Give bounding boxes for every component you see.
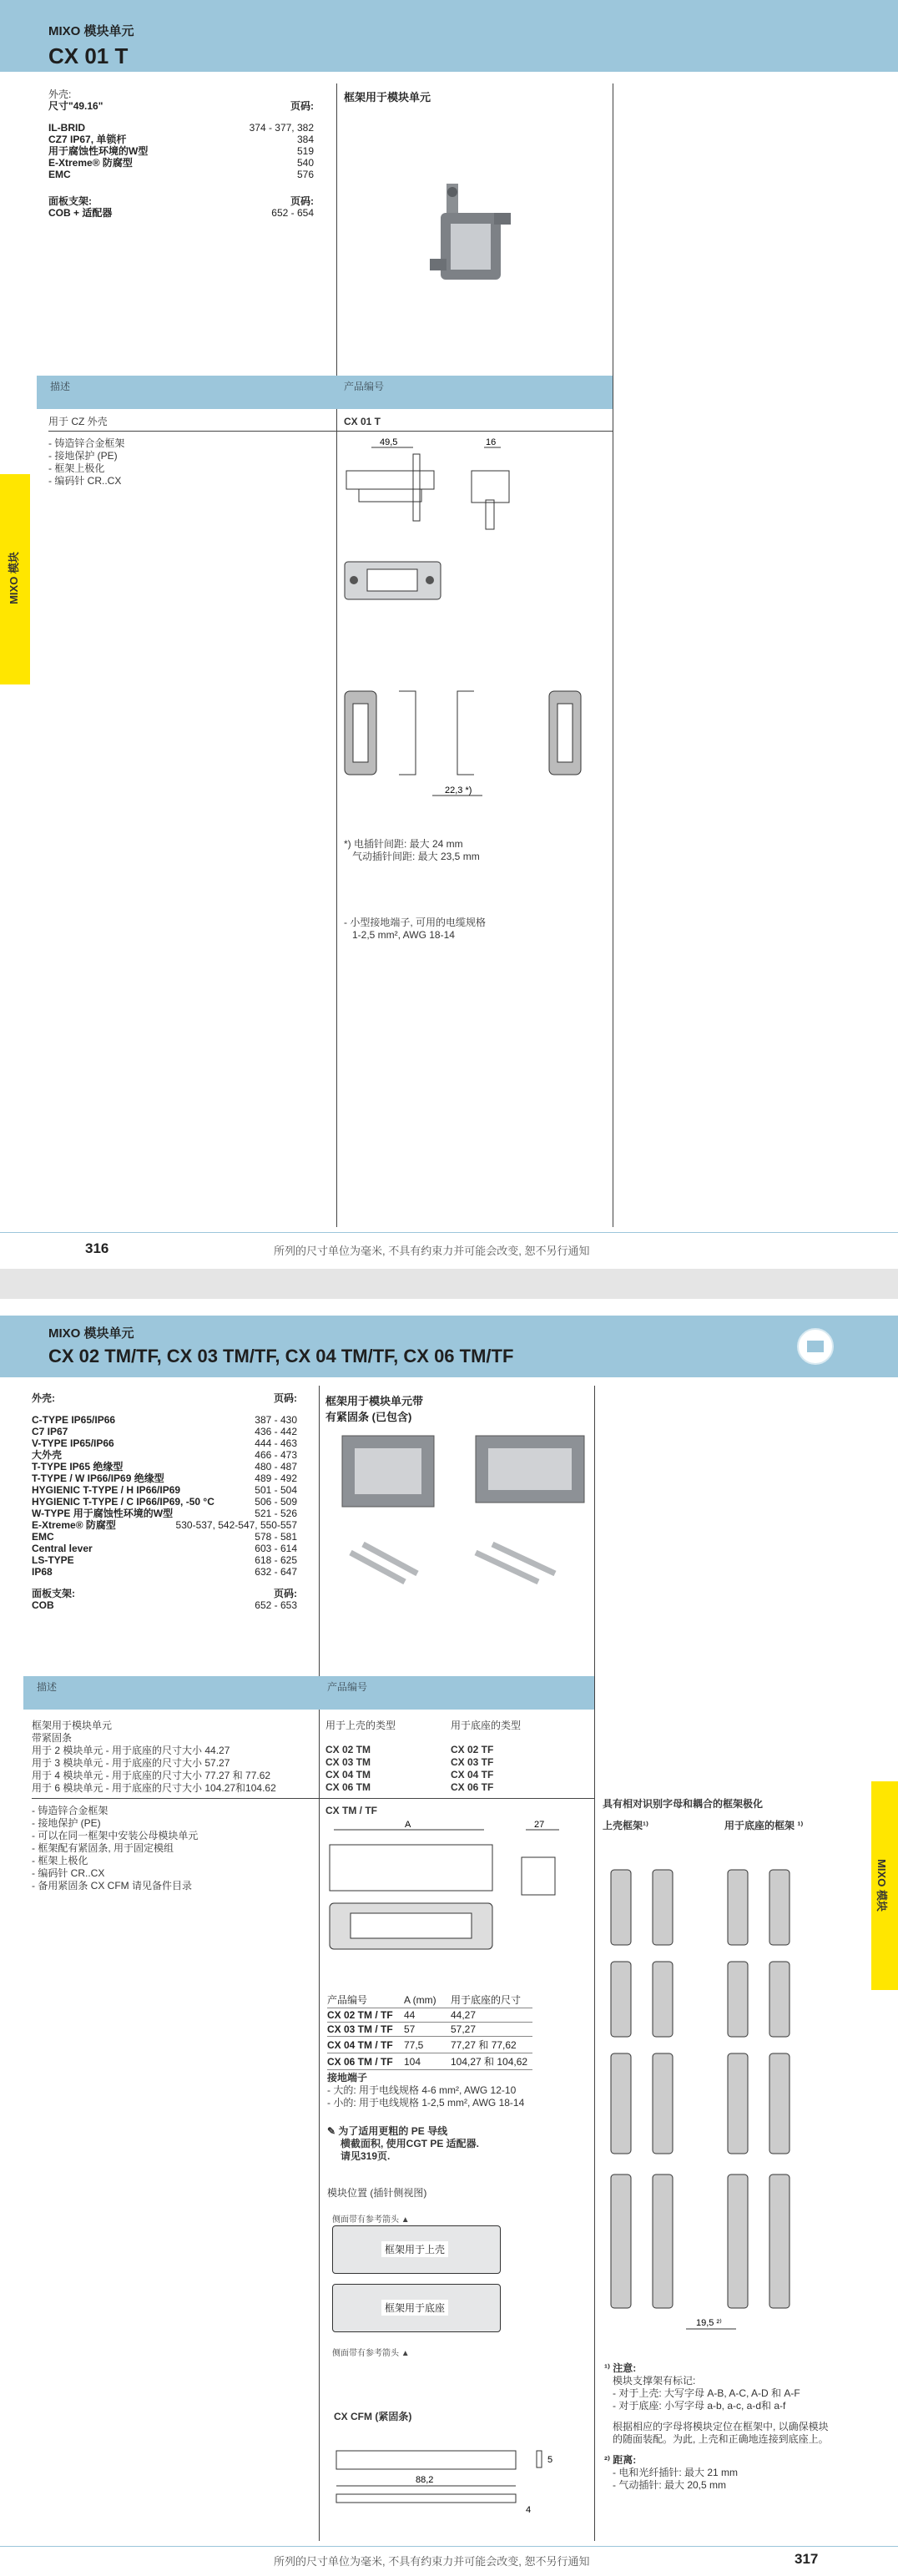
list-item-label: LS-TYPE [32,1554,74,1566]
list-item-pages: 603 - 614 [255,1543,297,1554]
page2-type-table [325,1720,568,1794]
table-cell: 44 [404,2008,451,2023]
list-item-pages: 384 [296,134,314,145]
bar-description: 描述 [37,1681,58,1693]
page1-note-pins [344,838,480,863]
table-cell: 77,5 [404,2037,451,2053]
frame-bottom-label: 框架用于底座 [381,2300,448,2316]
pos-note-bottom: 侧面带有参考箭头 ▲ [332,2349,410,2358]
panel-item-pages: 652 - 654 [271,207,314,219]
feature-item: - 接地保护 (PE) [48,450,118,462]
list-item [32,1461,297,1472]
type-row [325,1781,568,1794]
note2-line: - 电和光纤插针: 最大 21 mm [613,2467,739,2478]
pe-line: 请见319页. [341,2150,391,2162]
pe-line: 横截面积, 使用CGT PE 适配器. [341,2138,480,2149]
list-item-pages: 540 [296,157,314,169]
bar-part-number: 产品编号 [344,381,385,392]
list-item-label: IL-BRID [48,122,85,134]
polarization-grid [603,1836,853,2337]
table-row [327,2053,532,2070]
list-item-label: EMC [48,169,71,180]
type-bottom: CX 04 TF [451,1769,494,1780]
page1-table-header-bar [37,376,613,409]
page1-number: 316 [85,1240,109,1256]
housing-page-head: 页码: [274,1392,297,1404]
table-cell: CX 03 TM / TF [327,2023,404,2037]
page2-footer-rule [0,2546,898,2547]
note1-para: 的随面装配。为此, 上壳和正确地连接到底座上。 [613,2433,829,2445]
panel-head-label: 面板支架: [48,195,92,207]
list-item-pages: 444 - 463 [255,1437,297,1449]
list-item-label: E-Xtreme® 防腐型 [32,1519,116,1531]
list-item [32,1519,297,1531]
dim-a: A [405,1820,411,1830]
dim-16: 16 [486,437,497,447]
feature-item: - 备用紧固条 CX CFM 请见备件目录 [32,1880,192,1892]
list-item-label: 用于腐蚀性环境的W型 [48,145,149,157]
table-cell: 104,27 和 104,62 [451,2053,532,2070]
page1-header [0,0,898,72]
heading-line: 有紧固条 (已包含) [325,1411,412,1423]
side-tab-label: MIXO 模块 [875,1859,888,1912]
page2-frame-drawing [325,1820,593,1962]
list-item [32,1543,297,1554]
list-item [48,169,314,180]
page2-description [32,1720,276,1795]
page2-ground-terminals [327,2072,524,2109]
table-cell: CX 06 TM / TF [327,2053,404,2070]
feature-item: - 框架配有紧固条, 用于固定模组 [32,1842,174,1854]
table-header-row [327,1992,532,2008]
panel-item-label: COB + 适配器 [48,207,113,219]
table-cell: 57 [404,2023,451,2037]
page1-housing-list [48,88,314,219]
dim-22-3: 22,3 *) [445,785,472,796]
feature-item: - 编码针 CR..CX [32,1867,105,1879]
list-item-label: HYGIENIC T-TYPE / C IP66/IP69, -50 °C [32,1496,214,1508]
list-item [32,1472,297,1484]
table-head-cell: 产品编号 [327,1992,404,2008]
page2-pe-note [327,2125,479,2163]
page1-title: CX 01 T [48,43,129,68]
note2-head: ²⁾ 距离: [604,2454,637,2466]
module-position-title: 模块位置 (插针侧视图) [327,2187,427,2199]
frame-top-label: 框架用于上壳 [381,2241,448,2257]
col-bottom-label: 用于底座的类型 [451,1720,522,1731]
page2-header [0,1316,898,1377]
page1-polarization-drawing [341,683,608,808]
list-item-pages: 519 [296,145,314,157]
page2-side-tab [871,1781,898,1990]
note2-line: - 气动插针: 最大 20,5 mm [613,2479,727,2491]
list-item-label: W-TYPE 用于腐蚀性环境的W型 [32,1508,174,1519]
polar-bottom-label: 用于底座的框架 ¹⁾ [724,1820,804,1831]
table-row [327,2037,532,2053]
list-item [32,1496,297,1508]
list-item-label: T-TYPE IP65 绝缘型 [32,1461,124,1472]
feature-item: - 可以在同一框架中安装公母模块单元 [32,1830,199,1841]
size-line: 用于 6 模块单元 - 用于底座的尺寸大小 104.27和104.62 [32,1782,276,1794]
list-item [48,145,314,157]
feature-item: - 框架上极化 [32,1855,88,1866]
list-item-pages: 374 - 377, 382 [249,122,314,134]
table-cell: 57,27 [451,2023,532,2037]
list-item [48,157,314,169]
list-item [32,1554,297,1566]
list-item-pages: 387 - 430 [255,1414,297,1426]
type-top: CX 04 TM [325,1769,371,1780]
page2-table-header-bar [23,1676,594,1710]
page2-housing-list [32,1392,297,1611]
type-bottom: CX 03 TF [451,1756,494,1768]
housing-size-label: 尺寸"49.16" [48,100,103,112]
list-item-pages: 506 - 509 [255,1496,297,1508]
feature-item: - 铸造锌合金框架 [48,437,125,449]
list-item-pages: 530-537, 542-547, 550-557 [175,1519,297,1531]
bar-part-number: 产品编号 [327,1681,368,1693]
list-item-label: HYGIENIC T-TYPE / H IP66/IP69 [32,1484,181,1496]
list-item-pages: 576 [296,169,314,180]
note1-line: 模块支撑架有标记: [613,2375,696,2387]
panel-item-pages: 652 - 653 [255,1599,297,1611]
type-row [325,1744,568,1756]
list-item-label: V-TYPE IP65/IP66 [32,1437,114,1449]
page1-row-part: CX 01 T [344,416,381,427]
list-item-pages: 466 - 473 [255,1449,297,1461]
desc-line: 带紧固条 [32,1732,73,1744]
type-bottom: CX 06 TF [451,1781,494,1793]
list-item-label: EMC [32,1531,54,1543]
type-top: CX 06 TM [325,1781,371,1793]
page-break [0,1269,898,1299]
list-item-pages: 501 - 504 [255,1484,297,1496]
col-top-label: 用于上壳的类型 [325,1720,396,1731]
pe-line: 为了适用更粗的 PE 导线 [338,2125,448,2137]
heading-line: 框架用于模块单元带 [325,1395,424,1407]
dim-4: 4 [526,2505,532,2515]
frame-top-box [332,2225,501,2274]
page1-row-rule [48,431,613,432]
note-line: 气动插针间距: 最大 23,5 mm [352,851,480,862]
list-item [48,134,314,145]
page1-series-label: MIXO 模块单元 [48,24,134,38]
table-cell: CX 02 TM / TF [327,2008,404,2023]
list-item-pages: 632 - 647 [255,1566,297,1578]
list-item [32,1449,297,1461]
list-item [48,122,314,134]
cfm-label: CX CFM (紧固条) [334,2411,412,2422]
list-item-pages: 618 - 625 [255,1554,297,1566]
page2-divider-left [319,1386,320,2541]
bar-description: 描述 [50,381,71,392]
type-row [325,1769,568,1781]
page1-features [48,437,124,487]
list-item-label: T-TYPE / W IP66/IP69 绝缘型 [32,1472,164,1484]
desc-line: 框架用于模块单元 [32,1720,113,1731]
table-row [327,2023,532,2037]
housing-page-head: 页码: [290,100,314,112]
list-item-label: Central lever [32,1543,93,1554]
dim-88-2: 88,2 [416,2475,434,2485]
page1-top-drawing [342,558,451,608]
list-item [32,1484,297,1496]
page2-series-label: MIXO 模块单元 [48,1326,134,1341]
table-head-cell: 用于底座的尺寸 [451,1992,532,2008]
ground-line: - 小的: 用于电线规格 1-2,5 mm², AWG 18-14 [327,2097,525,2109]
page1-footer-rule [0,1232,898,1233]
list-item-pages: 489 - 492 [255,1472,297,1484]
page1-note-ground [344,917,486,942]
cfm-drawing [332,2426,574,2518]
feature-item: - 铸造锌合金框架 [32,1805,108,1816]
list-item-label: IP68 [32,1566,53,1578]
page1-side-drawing [342,437,551,538]
list-item [32,1531,297,1543]
page2-divider-mid [594,1386,595,2541]
type-top: CX 02 TM [325,1744,371,1755]
housing-head-label: 外壳: [48,88,72,100]
page1-side-tab [0,474,30,684]
panel-item-label: COB [32,1599,54,1611]
list-item-label: CZ7 IP67, 单锁杆 [48,134,127,145]
pen-note-icon: ✎ [327,2125,339,2137]
note1-head: ¹⁾ 注意: [604,2362,637,2374]
dim-49-5: 49,5 [380,437,398,447]
note1-line: - 对于上壳: 大写字母 A-B, A-C, A-D 和 A-F [613,2387,800,2399]
dim-5: 5 [547,2455,553,2465]
size-line: 用于 4 模块单元 - 用于底座的尺寸大小 77.27 和 77.62 [32,1770,271,1781]
list-item-label: C7 IP67 [32,1426,68,1437]
list-item-label: 大外壳 [32,1449,63,1461]
drawing-title: CX TM / TF [325,1805,377,1816]
panel-page-head: 页码: [290,195,314,207]
type-row [325,1756,568,1769]
frame-bottom-box [332,2284,501,2332]
type-top: CX 03 TM [325,1756,371,1768]
list-item-pages: 436 - 442 [255,1426,297,1437]
page2-product-image [334,1419,593,1594]
page1-divider-left [336,83,337,1227]
size-line: 用于 3 模块单元 - 用于底座的尺寸大小 57.27 [32,1757,230,1769]
page2-dimension-table [327,1992,532,2070]
list-item-label: E-Xtreme® 防腐型 [48,157,133,169]
feature-item: - 框架上极化 [48,462,105,474]
note1-line: - 对于底座: 小写字母 a-b, a-c, a-d和 a-f [613,2400,786,2412]
table-row [327,2008,532,2023]
page2-row-rule [32,1798,594,1799]
list-item-pages: 480 - 487 [255,1461,297,1472]
side-tab-label: MIXO 模块 [7,552,20,604]
feature-item: - 接地保护 (PE) [32,1817,101,1829]
table-cell: 44,27 [451,2008,532,2023]
page2-footer: 所列的尺寸单位为毫米, 不具有约束力并可能会改变, 恕不另行通知 [274,2555,590,2568]
list-item [32,1437,297,1449]
list-item [32,1426,297,1437]
note-line: 1-2,5 mm², AWG 18-14 [352,929,455,941]
page1-product-heading: 框架用于模块单元 [344,91,431,104]
size-line: 用于 2 模块单元 - 用于底座的尺寸大小 44.27 [32,1745,230,1756]
table-head-cell: A (mm) [404,1992,451,2008]
housing-head-label: 外壳: [32,1392,55,1404]
ground-line: - 大的: 用于电线规格 4-6 mm², AWG 12-10 [327,2084,517,2096]
polar-top-label: 上壳框架¹⁾ [603,1820,648,1831]
feature-item: - 编码针 CR..CX [48,475,122,487]
dim-27: 27 [534,1820,545,1830]
table-cell: CX 04 TM / TF [327,2037,404,2053]
list-item [32,1414,297,1426]
page1-row-label: 用于 CZ 外壳 [48,416,108,427]
note-line: - 小型接地端子, 可用的电缆规格 [344,917,486,928]
note1-para: 根据相应的字母将模块定位在框架中, 以确保模块 [613,2421,829,2432]
table-cell: 104 [404,2053,451,2070]
ground-title: 接地端子 [327,2072,368,2084]
type-bottom: CX 02 TF [451,1744,494,1755]
page2-note1 [604,2362,855,2492]
panel-page-head: 页码: [274,1588,297,1599]
list-item [32,1566,297,1578]
page2-title: CX 02 TM/TF, CX 03 TM/TF, CX 04 TM/TF, CX 06 TM/TF [48,1346,514,1366]
list-item-pages: 578 - 581 [255,1531,297,1543]
page2-features [32,1805,198,1892]
note-line: *) 电插针间距: 最大 24 mm [344,838,463,850]
page1-footer: 所列的尺寸单位为毫米, 不具有约束力并可能会改变, 恕不另行通知 [274,1245,590,1257]
dim-19-5: 19,5 ²⁾ [696,2318,722,2328]
brand-logo-icon [796,1327,835,1366]
polar-title: 具有相对识别字母和耦合的框架极化 [603,1798,764,1810]
list-item-pages: 521 - 526 [255,1508,297,1519]
panel-head-label: 面板支架: [32,1588,75,1599]
page2-number: 317 [795,2551,819,2567]
list-item-label: C-TYPE IP65/IP66 [32,1414,116,1426]
table-cell: 77,27 和 77,62 [451,2037,532,2053]
pos-note-top: 侧面带有参考箭头 ▲ [332,2215,410,2225]
list-item [32,1508,297,1519]
page1-product-image [401,167,542,309]
